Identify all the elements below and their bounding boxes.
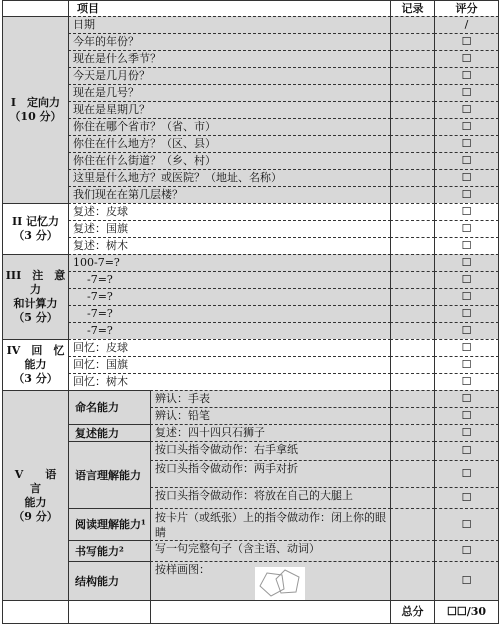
header-score-label: 评分 — [455, 1, 478, 15]
score-checkbox[interactable] — [434, 460, 499, 488]
item-label: 回忆：国旗 — [73, 358, 128, 371]
score-checkbox[interactable] — [434, 84, 499, 102]
record-cell[interactable] — [390, 271, 435, 289]
item-label: 回忆：皮球 — [73, 341, 128, 354]
item-text — [68, 135, 391, 153]
header-blank — [2, 0, 69, 17]
item-text — [68, 50, 391, 68]
record-cell[interactable] — [390, 424, 435, 442]
checkbox-icon: ☐ — [461, 35, 472, 48]
record-cell[interactable] — [390, 135, 435, 153]
section-title-line: 和计算力 — [13, 297, 58, 310]
record-cell[interactable] — [390, 508, 435, 541]
record-cell[interactable] — [390, 356, 435, 374]
subsection-label: 结构能力 — [75, 574, 119, 588]
record-cell[interactable] — [390, 203, 435, 221]
checkbox-icon: ☐ — [461, 273, 472, 286]
item-text — [68, 288, 391, 306]
item-label: -7=? — [87, 324, 113, 337]
item-label: 我们现在在第几层楼？ — [73, 188, 183, 201]
score-checkbox[interactable] — [434, 322, 499, 340]
section-title-line: （3 分） — [13, 372, 58, 385]
score-checkbox[interactable] — [434, 33, 499, 51]
footer-blank — [150, 600, 391, 624]
checkbox-icon: ☐ — [461, 290, 472, 303]
subsection-label: 复述能力 — [75, 426, 119, 440]
record-cell[interactable] — [390, 152, 435, 170]
item-text — [68, 169, 391, 187]
item-text — [68, 237, 391, 255]
score-checkbox[interactable] — [434, 220, 499, 238]
checkbox-icon: ☐ — [461, 574, 472, 587]
record-cell[interactable] — [390, 33, 435, 51]
score-checkbox[interactable] — [434, 508, 499, 541]
item-text — [68, 356, 391, 374]
section-title-line: （5 分） — [13, 311, 58, 324]
checkbox-icon: ☐ — [461, 467, 472, 480]
checkbox-icon: ☐ — [461, 120, 472, 133]
item-text — [68, 84, 391, 102]
score-checkbox[interactable] — [434, 373, 499, 391]
score-checkbox[interactable] — [434, 288, 499, 306]
checkbox-icon: ☐ — [461, 324, 472, 337]
checkbox-icon: ☐ — [461, 103, 472, 116]
score-checkbox[interactable] — [434, 305, 499, 323]
item-label: 现在是什么季节？ — [73, 52, 161, 65]
record-cell[interactable] — [390, 407, 435, 425]
score-checkbox[interactable] — [434, 271, 499, 289]
subsection-name — [68, 508, 151, 541]
score-checkbox[interactable] — [434, 390, 499, 408]
record-cell[interactable] — [390, 487, 435, 509]
section-title-line: （10 分） — [9, 110, 62, 123]
total-label: 总分 — [401, 605, 424, 618]
item-label: 今天是几月份？ — [73, 69, 150, 82]
item-label: 你住在哪个省市？（省、市） — [73, 120, 216, 133]
score-checkbox[interactable] — [434, 540, 499, 562]
checkbox-icon: ☐ — [461, 137, 472, 150]
subsection-name — [68, 424, 151, 442]
item-text — [150, 508, 391, 541]
section-title-line: 能力 — [24, 495, 47, 509]
score-checkbox[interactable] — [434, 424, 499, 442]
score-checkbox[interactable] — [434, 186, 499, 204]
checkbox-icon: ☐ — [461, 341, 472, 354]
checkbox-icon: ☐ — [461, 256, 472, 269]
item-label: 你住在什么街道？（乡、村） — [73, 154, 216, 167]
checkbox-icon: ☐ — [461, 392, 472, 405]
item-label: 这里是什么地方？或医院？（地址、名称） — [73, 171, 282, 184]
record-cell[interactable] — [390, 339, 435, 357]
item-text — [68, 186, 391, 204]
subsection-name — [68, 390, 151, 425]
item-label: -7=? — [87, 273, 113, 286]
score-checkbox[interactable] — [434, 203, 499, 221]
section-title-line: 能力 — [24, 358, 47, 371]
item-text — [68, 118, 391, 136]
checkbox-icon: ☐ — [461, 52, 472, 65]
record-cell[interactable] — [390, 67, 435, 85]
checkbox-icon: ☐ — [461, 239, 472, 252]
score-checkbox[interactable] — [434, 356, 499, 374]
checkbox-icon: ☐ — [461, 86, 472, 99]
item-label: 复述：四十四只石狮子 — [155, 426, 265, 439]
footer-blank — [68, 600, 151, 624]
checkbox-icon: ☐ — [461, 358, 472, 371]
subsection-name — [68, 441, 151, 509]
score-checkbox[interactable] — [434, 487, 499, 509]
score-checkbox[interactable] — [434, 254, 499, 272]
section-title-line: V 语 言 — [14, 467, 68, 495]
record-cell[interactable] — [390, 288, 435, 306]
score-checkbox[interactable] — [434, 135, 499, 153]
header-score — [434, 0, 499, 17]
section-title-text — [5, 468, 66, 524]
item-label: 写一句完整句子（含主语、动词） — [155, 542, 320, 555]
score-checkbox[interactable] — [434, 561, 499, 601]
item-label: 现在是星期几？ — [73, 103, 150, 116]
item-text — [68, 254, 391, 272]
section-title-line: （3 分） — [13, 229, 58, 242]
item-text — [68, 322, 391, 340]
slash-mark: / — [464, 18, 469, 31]
item-text — [150, 424, 391, 442]
section-title — [2, 254, 69, 340]
item-text — [150, 460, 391, 488]
subsection-label: 语言理解能力 — [75, 468, 141, 482]
section-title-line: III 注 意 — [5, 269, 66, 282]
score-checkbox[interactable] — [434, 152, 499, 170]
record-cell[interactable] — [390, 441, 435, 461]
item-text — [68, 220, 391, 238]
score-checkbox[interactable] — [434, 67, 499, 85]
checkbox-icon: ☐ — [461, 544, 472, 557]
subsection-name — [68, 540, 151, 562]
item-label: 辨认：铅笔 — [155, 409, 210, 422]
section-title — [2, 16, 69, 204]
section-title-line: 力 — [30, 283, 41, 296]
checkbox-icon: ☐ — [461, 171, 472, 184]
subsection-label: 命名能力 — [75, 401, 119, 414]
item-text — [150, 540, 391, 562]
item-text — [150, 487, 391, 509]
total-score-cell — [434, 600, 499, 624]
checkbox-icon: ☐ — [461, 375, 472, 388]
record-cell[interactable] — [390, 16, 435, 34]
item-text — [68, 101, 391, 119]
record-cell[interactable] — [390, 254, 435, 272]
record-cell[interactable] — [390, 118, 435, 136]
score-checkbox[interactable] — [434, 441, 499, 461]
item-text — [150, 561, 391, 601]
record-cell[interactable] — [390, 561, 435, 601]
record-cell[interactable] — [390, 305, 435, 323]
checkbox-icon: ☐ — [461, 154, 472, 167]
item-text — [68, 305, 391, 323]
item-text — [68, 339, 391, 357]
checkbox-icon: ☐ — [461, 491, 472, 504]
section-title — [2, 203, 69, 255]
section-title-line: IV 回 忆 — [6, 344, 65, 357]
section-title-line: （9 分） — [13, 509, 58, 523]
record-cell[interactable] — [390, 220, 435, 238]
mmse-assessment-table — [2, 0, 498, 623]
subsection-label: 阅读理解能力¹ — [75, 518, 146, 531]
item-label: 按口头指令做动作：右手拿纸 — [155, 443, 298, 456]
header-item-label: 项目 — [77, 1, 99, 15]
section-title-line: II 记忆力 — [11, 215, 60, 228]
item-label: 复述：皮球 — [73, 205, 128, 218]
item-label: 现在是几号？ — [73, 86, 139, 99]
item-label: 辨认：手表 — [155, 392, 210, 405]
checkbox-icon: ☐ — [461, 188, 472, 201]
item-text — [150, 407, 391, 425]
record-cell[interactable] — [390, 373, 435, 391]
subsection-label: 书写能力² — [75, 544, 124, 558]
item-text — [68, 33, 391, 51]
item-text — [68, 373, 391, 391]
record-cell[interactable] — [390, 186, 435, 204]
score-checkbox[interactable] — [434, 101, 499, 119]
checkbox-icon: ☐ — [461, 409, 472, 422]
record-cell[interactable] — [390, 540, 435, 562]
item-label: 今年的年份？ — [73, 35, 139, 48]
score-checkbox[interactable] — [434, 237, 499, 255]
item-label: 你住在什么地方？（区、县） — [73, 137, 216, 150]
score-checkbox[interactable] — [434, 169, 499, 187]
total-label-cell — [390, 600, 435, 624]
checkbox-icon: ☐ — [461, 69, 472, 82]
record-cell[interactable] — [390, 237, 435, 255]
section-title-text — [12, 215, 59, 243]
checkbox-icon: ☐ — [461, 222, 472, 235]
subsection-name — [68, 561, 151, 601]
item-text — [68, 203, 391, 221]
record-cell[interactable] — [390, 101, 435, 119]
header-item — [68, 0, 391, 17]
checkbox-icon: ☐ — [461, 205, 472, 218]
item-label: 按样画图： — [155, 563, 210, 576]
item-label: 100-7=? — [73, 256, 120, 269]
total-score: ☐☐/30 — [446, 605, 487, 618]
section-title-text — [7, 344, 65, 386]
item-label: 按口头指令做动作：两手对折 — [155, 462, 298, 475]
score-checkbox[interactable] — [434, 50, 499, 68]
record-cell[interactable] — [390, 322, 435, 340]
checkbox-icon: ☐ — [461, 444, 472, 457]
score-checkbox[interactable] — [434, 118, 499, 136]
item-label: -7=? — [87, 290, 113, 303]
record-cell[interactable] — [390, 390, 435, 408]
item-label: 复述：树木 — [73, 239, 128, 252]
score-cell — [434, 16, 499, 34]
item-label: 按卡片（或纸张）上的指令做动作：闭上你的眼睛 — [155, 511, 386, 539]
intersecting-pentagons-figure — [255, 567, 305, 601]
checkbox-icon: ☐ — [461, 307, 472, 320]
item-text — [150, 441, 391, 461]
section-title-text — [9, 96, 61, 124]
checkbox-icon: ☐ — [461, 517, 472, 531]
section-title-text — [6, 269, 65, 325]
header-record-label: 记录 — [401, 1, 424, 15]
item-text — [68, 67, 391, 85]
item-text — [68, 271, 391, 289]
item-text — [150, 390, 391, 408]
record-cell[interactable] — [390, 50, 435, 68]
section-title-line: I 定向力 — [10, 96, 61, 109]
record-cell[interactable] — [390, 460, 435, 488]
section-title — [2, 390, 69, 601]
item-label: 复述：国旗 — [73, 222, 128, 235]
item-text — [68, 16, 391, 34]
item-label: 日期 — [73, 18, 95, 31]
item-label: 回忆：树木 — [73, 375, 128, 388]
score-checkbox[interactable] — [434, 339, 499, 357]
pentagon-shape-right — [276, 570, 299, 593]
header-record — [390, 0, 435, 17]
item-label: 按口头指令做动作：将放在自己的大腿上 — [155, 489, 353, 502]
footer-blank — [2, 600, 69, 624]
record-cell[interactable] — [390, 169, 435, 187]
score-checkbox[interactable] — [434, 407, 499, 425]
checkbox-icon: ☐ — [461, 426, 472, 439]
item-text — [68, 152, 391, 170]
item-label: -7=? — [87, 307, 113, 320]
section-title — [2, 339, 69, 391]
record-cell[interactable] — [390, 84, 435, 102]
